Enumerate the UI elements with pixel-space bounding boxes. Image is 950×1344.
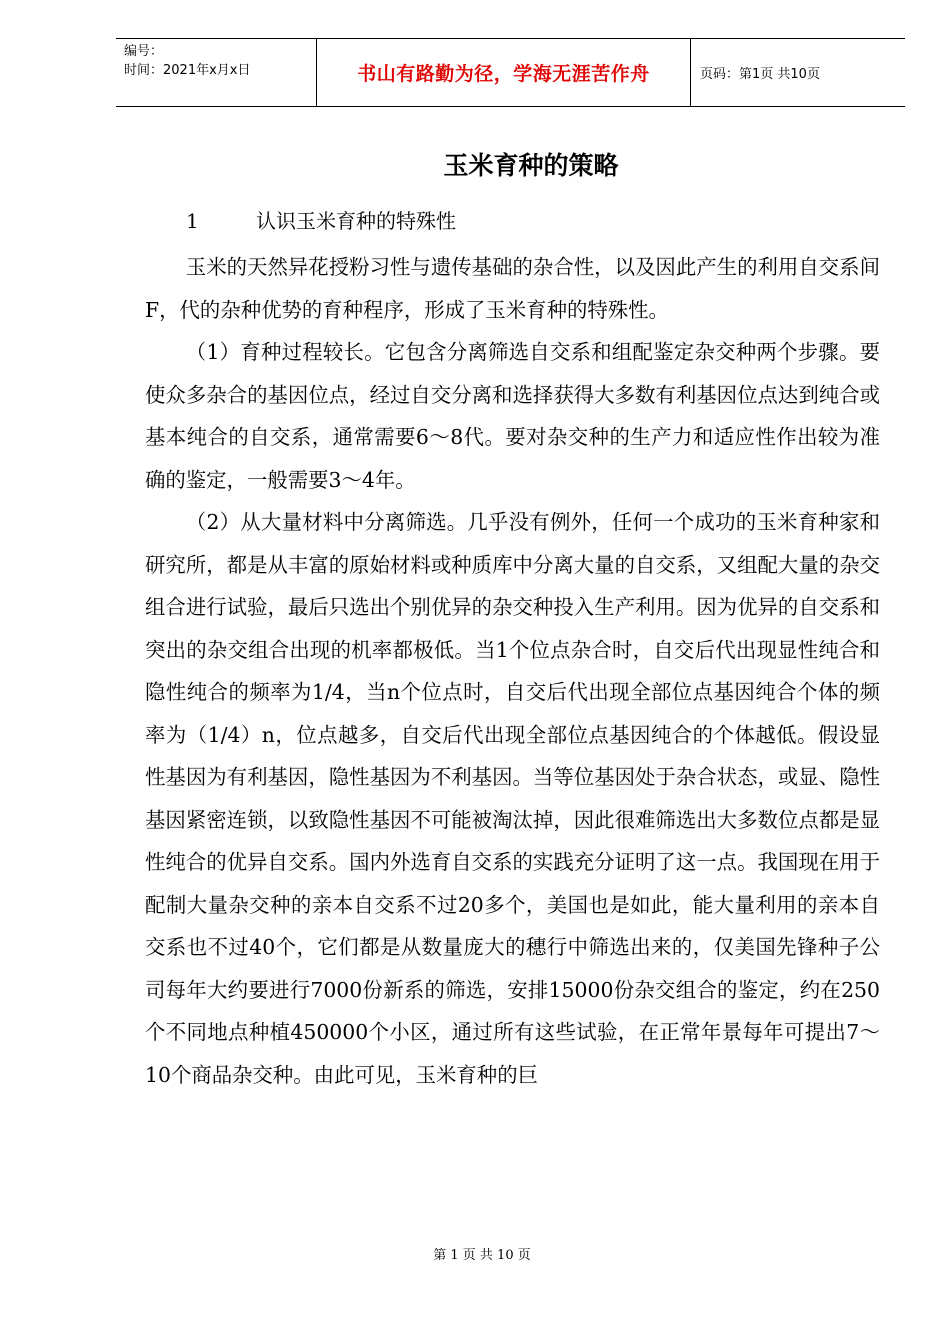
section-heading [186,205,456,237]
section-number: 1 [186,209,199,233]
header-meta [124,42,250,80]
document-body [145,246,880,1096]
page-footer: 第 1 页 共 10 页 [433,1248,531,1263]
header-table [116,38,905,107]
paragraph: （1）育种过程较长。它包含分离筛选自交系和组配鉴定杂交种两个步骤。要使众多杂合的基因位点，经过自交分离和选择获得大多数有利基因位点达到纯合或基本纯合的自交系，通常需要6～8代。要对杂交种的生产力和适应性作出较为准确的鉴定，一般需要3～4年。 [145,340,880,492]
header-divider-right [690,38,691,107]
section-title: 认识玉米育种的特殊性 [256,209,456,233]
paragraph: （2）从大量材料中分离筛选。几乎没有例外，任何一个成功的玉米育种家和研究所，都是从丰富的原始材料或种质库中分离大量的自交系，又组配大量的杂交组合进行试验，最后只选出个别优异的杂交种投入生产利用。因为优异的自交系和突出的杂交组合出现的机率都极低。当1个位点杂合时，自交后代出现显性纯合和隐性纯合的频率为1/4，当n个位点时，自交后代出现全部位点基因纯合个体的频率为（1/4）n，位点越多，自交后代出现全部位点基因纯合的个体越低。假设显性基因为有利基因，隐性基因为不利基因。当等位基因处于杂合状态，或显、隐性基因紧密连锁，以致隐性基因不可能被淘汰掉，因此很难筛选出大多数位点都是显性纯合的优异自交系。国内外选育自交系的实践充分证明了这一点。我国现在用于配制大量杂交种的亲本自交系不过20多个，美国也是如此，能大量利用的亲本自交系也不过40个，它们都是从数量庞大的穗行中筛选出来的，仅美国先锋种子公司每年大约要进行7000份新系的筛选，安排15000份杂交组合的鉴定，约在250个不同地点种植450000个小区，通过所有这些试验，在正常年景每年可提出7～10个商品杂交种。由此可见，玉米育种的巨 [145,510,880,1087]
time-label: 时间：2021年x月x日 [124,63,251,78]
document-title: 玉米育种的策略 [443,151,619,180]
paragraph: 玉米的天然异花授粉习性与遗传基础的杂合性，以及因此产生的利用自交系间F，代的杂种优势的育种程序，形成了玉米育种的特殊性。 [145,255,880,322]
number-label: 编号： [124,44,164,59]
header-motto: 书山有路勤为径，学海无涯苦作舟 [357,63,650,85]
header-page-info: 页码：第1页 共10页 [700,67,820,82]
